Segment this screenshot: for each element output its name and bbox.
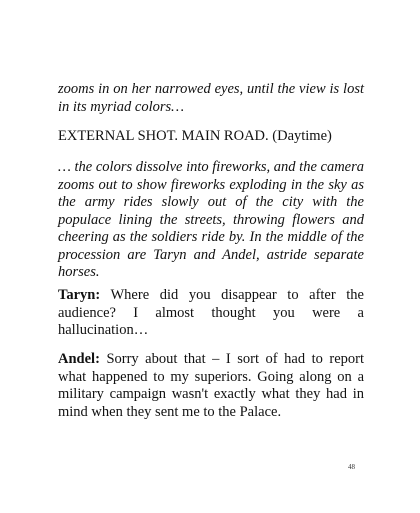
stage-direction-paragraph: … the colors dissolve into fireworks, and the camera zooms out to show fireworks exploding in the sky as the army rides slowly out of the city with the populace lining the streets, throwing flowers and cheering as the soldiers ride by. In the middle of the procession are Taryn and Andel, astride separate horses. [58,159,364,280]
dialogue-paragraph-taryn [58,287,364,340]
dialogue-line: Where did you disappear to after the audience? I almost thought you were a hallucination… [58,287,364,338]
dialogue-line: Sorry about that – I sort of had to report what happened to my superiors. Going along on a military campaign wasn't exactly what they had in mind when they sent me to the Palace. [58,351,365,420]
page-number: 48 [348,463,355,471]
speaker-name: Taryn: [58,287,101,303]
stage-direction-paragraph: zooms in on her narrowed eyes, until the view is lost in its myriad colors… [58,81,364,115]
scene-heading: EXTERNAL SHOT. MAIN ROAD. (Daytime) [58,128,332,144]
speaker-name: Andel: [58,351,100,367]
dialogue-paragraph-andel [58,351,364,421]
